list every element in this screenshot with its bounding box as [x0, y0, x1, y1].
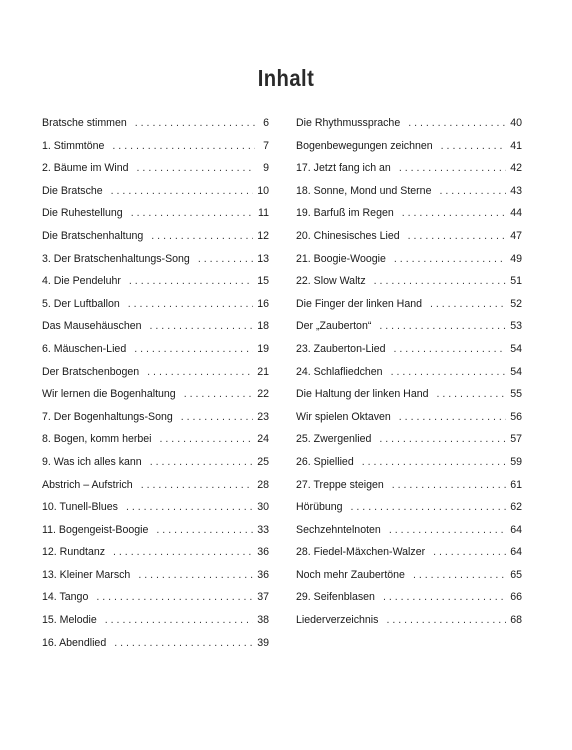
toc-entry	[42, 338, 269, 361]
toc-entry	[296, 586, 522, 609]
toc-entry	[296, 474, 522, 497]
toc-entry-page: 16	[257, 297, 269, 310]
toc-entry	[42, 383, 269, 406]
toc-entry-page: 65	[510, 568, 522, 581]
toc-entry-page: 43	[510, 184, 522, 197]
dot-leader	[96, 586, 253, 609]
toc-entry-title: Bogenbewegungen zeichnen	[296, 139, 433, 152]
toc-entry-title: Die Bratsche	[42, 184, 103, 197]
toc-entry-page: 59	[510, 455, 522, 468]
toc-column-right	[296, 112, 522, 632]
toc-entry-page: 44	[510, 207, 522, 220]
toc-entry-page: 36	[257, 546, 269, 559]
toc-entry	[296, 383, 522, 406]
dot-leader	[111, 180, 254, 203]
toc-entry	[42, 586, 269, 609]
toc-entry-title: 19. Barfuß im Regen	[296, 207, 394, 220]
dot-leader	[114, 632, 253, 655]
dot-leader	[138, 564, 253, 587]
dot-leader	[374, 270, 507, 293]
dot-leader	[141, 474, 254, 497]
toc-entry-page: 9	[263, 162, 269, 175]
dot-leader	[383, 586, 506, 609]
toc-entry	[296, 451, 522, 474]
dot-leader	[184, 383, 254, 406]
dot-leader	[433, 541, 506, 564]
dot-leader	[413, 564, 506, 587]
toc-entry-page: 6	[263, 117, 269, 129]
dot-leader	[392, 474, 506, 497]
toc-entry	[296, 564, 522, 587]
dot-leader	[441, 135, 507, 158]
toc-entry-title: 25. Zwergenlied	[296, 433, 372, 446]
toc-entry-title: 20. Chinesisches Lied	[296, 229, 400, 242]
dot-leader	[198, 248, 253, 271]
toc-entry	[42, 496, 269, 519]
dot-leader	[408, 112, 506, 135]
toc-entry-page: 18	[257, 320, 269, 333]
toc-entry-title: Wir spielen Oktaven	[296, 410, 391, 423]
toc-entry-title: 3. Der Bratschenhaltungs-Song	[42, 252, 190, 265]
toc-entry-title: 6. Mäuschen-Lied	[42, 342, 127, 355]
toc-entry-page: 30	[257, 501, 269, 514]
toc-entry	[296, 157, 522, 180]
dot-leader	[112, 135, 255, 158]
toc-entry-title: 17. Jetzt fang ich an	[296, 162, 391, 175]
dot-leader	[362, 451, 506, 474]
dot-leader	[391, 361, 507, 384]
dot-leader	[399, 406, 506, 429]
toc-entry	[296, 315, 522, 338]
toc-entry-title: 1. Stimmtöne	[42, 139, 105, 152]
toc-entry-page: 33	[257, 523, 269, 536]
toc-entry-title: Die Rhythmussprache	[296, 117, 401, 129]
toc-entry-page: 39	[257, 636, 269, 649]
dot-leader	[135, 112, 255, 135]
toc-entry-title: 26. Spiellied	[296, 455, 354, 468]
toc-entry	[296, 406, 522, 429]
toc-entry-title: Die Haltung der linken Hand	[296, 388, 429, 401]
toc-entry	[296, 270, 522, 293]
dot-leader	[128, 293, 253, 316]
toc-entry-title: Liederverzeichnis	[296, 614, 379, 627]
toc-entry-title: 13. Kleiner Marsch	[42, 568, 131, 581]
dot-leader	[402, 202, 506, 225]
toc-entry-page: 36	[257, 568, 269, 581]
toc-entry-page: 57	[510, 433, 522, 446]
dot-leader	[181, 406, 253, 429]
toc-entry	[42, 564, 269, 587]
toc-entry-title: Der „Zauberton“	[296, 320, 372, 333]
dot-leader	[379, 315, 506, 338]
toc-entry-page: 38	[257, 614, 269, 627]
toc-entry-title: 11. Bogengeist-Boogie	[42, 523, 149, 536]
toc-entry	[42, 519, 269, 542]
toc-entry-page: 66	[510, 591, 522, 604]
toc-entry-title: 5. Der Luftballon	[42, 297, 120, 310]
toc-entry	[42, 315, 269, 338]
toc-entry	[296, 519, 522, 542]
toc-entry-title: 22. Slow Waltz	[296, 275, 366, 288]
toc-entry-page: 22	[257, 388, 269, 401]
toc-entry	[42, 406, 269, 429]
toc-entry	[42, 609, 269, 632]
dot-leader	[160, 428, 254, 451]
dot-leader	[437, 383, 507, 406]
toc-entry-page: 15	[257, 275, 269, 288]
toc-entry-page: 64	[510, 546, 522, 559]
toc-entry	[296, 428, 522, 451]
toc-entry-page: 62	[510, 501, 522, 514]
toc-entry-page: 61	[510, 478, 522, 491]
toc-entry-title: 7. Der Bogenhaltungs-Song	[42, 410, 173, 423]
toc-entry-title: 24. Schlafliedchen	[296, 365, 383, 378]
toc-entry-title: Bratsche stimmen	[42, 117, 127, 129]
toc-entry-title: 14. Tango	[42, 591, 89, 604]
toc-entry-page: 23	[257, 410, 269, 423]
dot-leader	[134, 338, 253, 361]
toc-entry-page: 13	[257, 252, 269, 265]
dot-leader	[137, 157, 255, 180]
toc-entry	[42, 293, 269, 316]
toc-entry-title: Die Bratschenhaltung	[42, 229, 144, 242]
toc-entry-title: 21. Boogie-Woogie	[296, 252, 386, 265]
toc-entry-title: Noch mehr Zaubertöne	[296, 568, 405, 581]
toc-entry	[42, 632, 269, 655]
dot-leader	[394, 248, 506, 271]
toc-entry-page: 37	[257, 591, 269, 604]
toc-entry-page: 51	[510, 275, 522, 288]
toc-entry	[296, 202, 522, 225]
toc-entry-title: 9. Was ich alles kann	[42, 455, 142, 468]
toc-entry-page: 25	[257, 455, 269, 468]
toc-entry-title: 15. Melodie	[42, 614, 97, 627]
toc-entry-page: 28	[257, 478, 269, 491]
toc-entry-title: 10. Tunell-Blues	[42, 501, 118, 514]
toc-entry-title: 16. Abendlied	[42, 636, 107, 649]
dot-leader	[430, 293, 506, 316]
toc-entry	[42, 428, 269, 451]
toc-entry-title: 4. Die Pendeluhr	[42, 275, 121, 288]
toc-entry-title: 23. Zauberton-Lied	[296, 342, 386, 355]
toc-entry	[296, 361, 522, 384]
toc-entry-page: 41	[510, 139, 522, 152]
toc-entry-title: 8. Bogen, komm herbei	[42, 433, 152, 446]
toc-entry-page: 54	[510, 365, 522, 378]
toc-entry	[42, 202, 269, 225]
toc-entry	[42, 248, 269, 271]
toc-entry	[296, 180, 522, 203]
toc-entry-title: 28. Fiedel-Mäxchen-Walzer	[296, 546, 426, 559]
toc-entry	[42, 180, 269, 203]
toc-entry-title: Die Finger der linken Hand	[296, 297, 423, 310]
toc-entry-page: 52	[510, 297, 522, 310]
toc-entry-title: Sechzehntelnoten	[296, 523, 381, 536]
dot-leader	[150, 451, 253, 474]
toc-entry	[42, 225, 269, 248]
dot-leader	[147, 361, 253, 384]
toc-entry-title: Das Mausehäuschen	[42, 320, 142, 333]
toc-entry	[296, 541, 522, 564]
dot-leader	[129, 270, 253, 293]
dot-leader	[389, 519, 506, 542]
toc-entry-page: 49	[510, 252, 522, 265]
toc-entry	[296, 338, 522, 361]
toc-entry-page: 53	[510, 320, 522, 333]
toc-entry	[296, 293, 522, 316]
toc-entry-title: Der Bratschenbogen	[42, 365, 140, 378]
toc-entry-page: 47	[510, 229, 522, 242]
toc-entry	[42, 361, 269, 384]
toc-entry	[42, 541, 269, 564]
dot-leader	[126, 496, 253, 519]
toc-entry	[296, 609, 522, 632]
toc-entry-page: 55	[510, 388, 522, 401]
toc-entry-title: Hörübung	[296, 501, 343, 514]
toc-entry	[296, 112, 522, 135]
dot-leader	[150, 315, 254, 338]
toc-entry-page: 19	[257, 342, 269, 355]
toc-entry-page: 7	[263, 139, 269, 152]
toc-entry-page: 54	[510, 342, 522, 355]
toc-entry-page: 64	[510, 523, 522, 536]
toc-entry	[42, 474, 269, 497]
toc-entry-title: 12. Rundtanz	[42, 546, 106, 559]
toc-entry-page: 42	[510, 162, 522, 175]
toc-entry-page: 56	[510, 410, 522, 423]
toc-entry	[42, 135, 269, 158]
dot-leader	[394, 338, 507, 361]
dot-leader	[151, 225, 253, 248]
toc-entry	[42, 112, 269, 135]
toc-entry	[296, 225, 522, 248]
dot-leader	[408, 225, 507, 248]
dot-leader	[105, 609, 253, 632]
toc-entry-page: 21	[257, 365, 269, 378]
toc-entry-page: 40	[510, 117, 522, 129]
toc-entry	[42, 270, 269, 293]
toc-entry-title: Die Ruhestellung	[42, 207, 123, 220]
dot-leader	[399, 157, 506, 180]
toc-entry	[296, 248, 522, 271]
toc-entry-page: 68	[510, 614, 522, 627]
toc-entry	[42, 157, 269, 180]
toc-entry-title: 29. Seifenblasen	[296, 591, 375, 604]
toc-entry-title: Abstrich – Aufstrich	[42, 478, 133, 491]
toc-entry-page: 12	[257, 229, 269, 242]
toc-entry	[296, 135, 522, 158]
dot-leader	[131, 202, 254, 225]
dot-leader	[351, 496, 507, 519]
dot-leader	[113, 541, 253, 564]
dot-leader	[439, 180, 506, 203]
dot-leader	[379, 428, 506, 451]
page-title: Inhalt	[257, 65, 315, 92]
toc-entry-page: 24	[257, 433, 269, 446]
toc-entry	[42, 451, 269, 474]
toc-entry-title: Wir lernen die Bogenhaltung	[42, 388, 176, 401]
toc-entry-title: 18. Sonne, Mond und Sterne	[296, 184, 432, 197]
toc-column-left	[42, 112, 269, 654]
toc-entry-page: 10	[257, 184, 269, 197]
dot-leader	[386, 609, 506, 632]
toc-entry-title: 2. Bäume im Wind	[42, 162, 129, 175]
toc-entry-page: 11	[258, 207, 269, 220]
dot-leader	[156, 519, 253, 542]
toc-entry	[296, 496, 522, 519]
toc-entry-title: 27. Treppe steigen	[296, 478, 384, 491]
